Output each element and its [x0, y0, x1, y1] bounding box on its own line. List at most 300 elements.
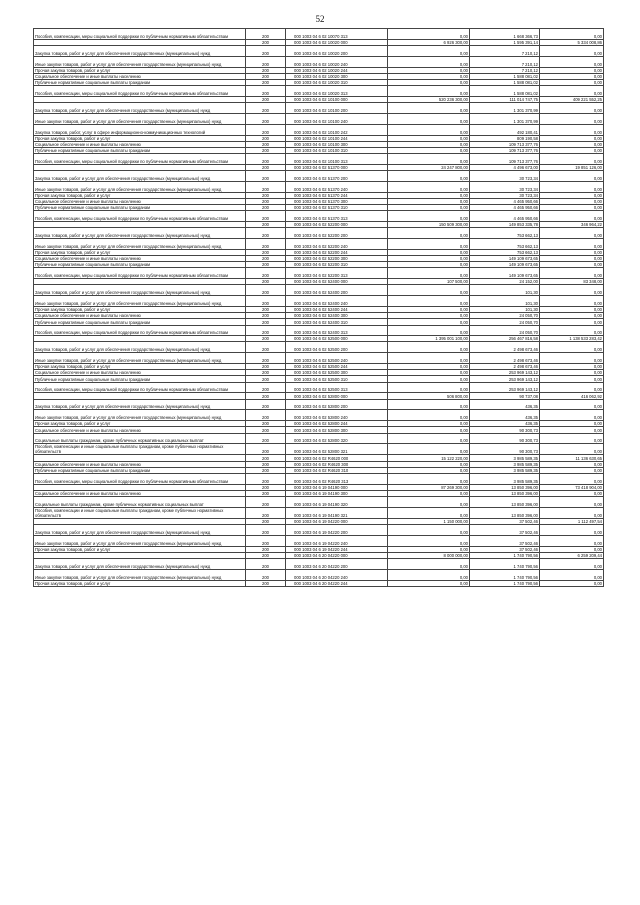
- row-approved-amount-cell: 0,00: [388, 124, 470, 135]
- row-code-cell: 200: [246, 228, 286, 239]
- row-executed-amount-cell: 111 014 747,75: [470, 96, 540, 102]
- row-unexecuted-amount-cell: 0,00: [540, 569, 604, 580]
- row-name-cell: Публичные нормативные социальные выплаты гражданам: [34, 319, 246, 325]
- row-unexecuted-amount-cell: 0,00: [540, 580, 604, 586]
- row-name-cell: Пособия, компенсации, меры социальной поддержки по публичным нормативным обязательствам: [34, 154, 246, 165]
- row-classification-code-cell: 000 1003 04 6 02 10100 200: [286, 103, 388, 114]
- table-row: [34, 461, 604, 467]
- row-executed-amount-cell: 256 467 816,58: [470, 336, 540, 342]
- row-code-cell: 200: [246, 164, 286, 170]
- row-unexecuted-amount-cell: 409 221 552,25: [540, 96, 604, 102]
- row-code-cell: 200: [246, 467, 286, 473]
- row-approved-amount-cell: 0,00: [388, 45, 470, 56]
- row-name-cell: Закупка товаров, работ и услуг для обеспечения государственных (муниципальных) нужд: [34, 103, 246, 114]
- row-code-cell: 200: [246, 421, 286, 427]
- table-row: [34, 29, 604, 40]
- row-classification-code-cell: 000 1003 04 6 02 10020 300: [286, 73, 388, 79]
- row-unexecuted-amount-cell: 0,00: [540, 262, 604, 268]
- row-classification-code-cell: 000 1003 04 6 02 R4620 300: [286, 461, 388, 467]
- row-classification-code-cell: 000 1003 04 6 02 R4620 000: [286, 455, 388, 461]
- row-unexecuted-amount-cell: 0,00: [540, 319, 604, 325]
- row-classification-code-cell: 000 1003 04 6 19 04220 200: [286, 525, 388, 536]
- row-approved-amount-cell: 0,00: [388, 473, 470, 484]
- row-unexecuted-amount-cell: 0,00: [540, 353, 604, 364]
- row-executed-amount-cell: 24 050,70: [470, 319, 540, 325]
- row-unexecuted-amount-cell: 0,00: [540, 198, 604, 204]
- row-approved-amount-cell: 0,00: [388, 285, 470, 296]
- row-name-cell: Социальное обеспечение и иные выплаты населению: [34, 370, 246, 376]
- table-row: [34, 239, 604, 250]
- row-name-cell: Закупка товаров, работ и услуг для обеспечения государственных (муниципальных) нужд: [34, 559, 246, 570]
- row-name-cell: Иные закупки товаров, работ и услуг для обеспечения государственных (муниципальных) нужд: [34, 181, 246, 192]
- row-unexecuted-amount-cell: 416 062,92: [540, 393, 604, 399]
- table-row: [34, 255, 604, 261]
- table-row: [34, 171, 604, 182]
- row-code-cell: 200: [246, 546, 286, 552]
- row-unexecuted-amount-cell: 0,00: [540, 497, 604, 508]
- row-name-cell: Закупка товаров, работ и услуг для обеспечения государственных (муниципальных) нужд: [34, 228, 246, 239]
- row-name-cell: Иные закупки товаров, работ и услуг для обеспечения государственных (муниципальных) нужд: [34, 569, 246, 580]
- row-code-cell: 200: [246, 103, 286, 114]
- row-approved-amount-cell: 0,00: [388, 192, 470, 198]
- row-executed-amount-cell: 149 853 335,78: [470, 222, 540, 228]
- row-approved-amount-cell: 0,00: [388, 79, 470, 85]
- row-approved-amount-cell: 0,00: [388, 73, 470, 79]
- row-executed-amount-cell: 37 502,46: [470, 518, 540, 524]
- row-unexecuted-amount-cell: 0,00: [540, 364, 604, 370]
- table-row: [34, 147, 604, 153]
- row-executed-amount-cell: 101,30: [470, 306, 540, 312]
- row-name-cell: Пособия, компенсации, меры социальной поддержки по публичным нормативным обязательствам: [34, 325, 246, 336]
- row-code-cell: 200: [246, 399, 286, 410]
- row-executed-amount-cell: 1 740 790,56: [470, 569, 540, 580]
- row-executed-amount-cell: 13 850 396,00: [470, 484, 540, 490]
- row-executed-amount-cell: 436,35: [470, 399, 540, 410]
- table-row: [34, 205, 604, 211]
- row-unexecuted-amount-cell: 0,00: [540, 535, 604, 546]
- row-code-cell: 200: [246, 45, 286, 56]
- row-executed-amount-cell: 1 740 790,56: [470, 552, 540, 558]
- row-approved-amount-cell: 0,00: [388, 399, 470, 410]
- row-name-cell: Закупка товаров, работ и услуг для обеспечения государственных (муниципальных) нужд: [34, 171, 246, 182]
- row-executed-amount-cell: 1 301 370,99: [470, 103, 540, 114]
- row-code-cell: 200: [246, 296, 286, 307]
- row-executed-amount-cell: 1 740 790,56: [470, 580, 540, 586]
- row-classification-code-cell: 000 1003 04 6 02 52400 300: [286, 313, 388, 319]
- row-executed-amount-cell: 30 723,34: [470, 192, 540, 198]
- row-name-cell: Публичные нормативные социальные выплаты гражданам: [34, 467, 246, 473]
- row-classification-code-cell: 000 1003 04 6 02 52800 300: [286, 427, 388, 433]
- row-code-cell: 200: [246, 96, 286, 102]
- row-approved-amount-cell: 0,00: [388, 198, 470, 204]
- row-unexecuted-amount-cell: 0,00: [540, 285, 604, 296]
- row-name-cell: Прочая закупка товаров, работ и услуг: [34, 192, 246, 198]
- row-approved-amount-cell: 0,00: [388, 507, 470, 518]
- table-row: [34, 154, 604, 165]
- row-approved-amount-cell: 0,00: [388, 444, 470, 455]
- row-approved-amount-cell: 0,00: [388, 433, 470, 444]
- row-unexecuted-amount-cell: 0,00: [540, 171, 604, 182]
- row-classification-code-cell: 000 1003 04 6 02 10020 310: [286, 79, 388, 85]
- table-row: [34, 370, 604, 376]
- row-code-cell: 200: [246, 306, 286, 312]
- row-approved-amount-cell: 0,00: [388, 559, 470, 570]
- row-name-cell: Пособия, компенсации, меры социальной поддержки по публичным нормативным обязательствам: [34, 211, 246, 222]
- row-name-cell: Социальные выплаты гражданам, кроме публичных нормативных социальных выплат: [34, 497, 246, 508]
- row-name-cell: Прочая закупка товаров, работ и услуг: [34, 135, 246, 141]
- row-name-cell: Публичные нормативные социальные выплаты гражданам: [34, 205, 246, 211]
- row-classification-code-cell: 000 1003 04 6 02 10020 313: [286, 86, 388, 97]
- row-unexecuted-amount-cell: 0,00: [540, 141, 604, 147]
- row-classification-code-cell: 000 1003 04 6 02 52800 000: [286, 393, 388, 399]
- row-executed-amount-cell: 753 662,13: [470, 249, 540, 255]
- row-classification-code-cell: 000 1003 04 6 02 52800 240: [286, 410, 388, 421]
- row-code-cell: 200: [246, 262, 286, 268]
- row-code-cell: 200: [246, 319, 286, 325]
- row-unexecuted-amount-cell: 0,00: [540, 211, 604, 222]
- table-row: [34, 342, 604, 353]
- row-approved-amount-cell: 0,00: [388, 255, 470, 261]
- row-classification-code-cell: 000 1003 04 6 02 52400 200: [286, 285, 388, 296]
- row-code-cell: 200: [246, 285, 286, 296]
- row-name-cell: Закупка товаров, работ и услуг для обеспечения государственных (муниципальных) нужд: [34, 342, 246, 353]
- row-executed-amount-cell: 13 850 396,00: [470, 507, 540, 518]
- row-unexecuted-amount-cell: 0,00: [540, 427, 604, 433]
- row-executed-amount-cell: 24 152,00: [470, 279, 540, 285]
- row-classification-code-cell: 000 1003 04 6 02 10070 313: [286, 29, 388, 40]
- row-executed-amount-cell: 4 496 673,00: [470, 164, 540, 170]
- row-executed-amount-cell: 3 985 589,35: [470, 455, 540, 461]
- row-unexecuted-amount-cell: 1 112 497,54: [540, 518, 604, 524]
- row-unexecuted-amount-cell: 0,00: [540, 473, 604, 484]
- row-unexecuted-amount-cell: 0,00: [540, 433, 604, 444]
- budget-execution-table: [33, 28, 604, 587]
- row-classification-code-cell: 000 1003 04 6 02 51370 244: [286, 192, 388, 198]
- row-name-cell: Социальное обеспечение и иные выплаты населению: [34, 198, 246, 204]
- row-unexecuted-amount-cell: 83 348,00: [540, 279, 604, 285]
- row-unexecuted-amount-cell: 0,00: [540, 103, 604, 114]
- table-row: [34, 473, 604, 484]
- row-executed-amount-cell: 436,35: [470, 410, 540, 421]
- row-unexecuted-amount-cell: 0,00: [540, 73, 604, 79]
- row-code-cell: 200: [246, 461, 286, 467]
- row-executed-amount-cell: 90 300,73: [470, 433, 540, 444]
- row-unexecuted-amount-cell: 0,00: [540, 79, 604, 85]
- row-approved-amount-cell: 0,00: [388, 306, 470, 312]
- row-executed-amount-cell: 3 985 589,35: [470, 461, 540, 467]
- row-unexecuted-amount-cell: 11 136 630,65: [540, 455, 604, 461]
- row-executed-amount-cell: 37 502,46: [470, 535, 540, 546]
- table-row: [34, 124, 604, 135]
- row-approved-amount-cell: 0,00: [388, 535, 470, 546]
- row-name-cell: Прочая закупка товаров, работ и услуг: [34, 67, 246, 73]
- row-executed-amount-cell: 90 300,73: [470, 427, 540, 433]
- row-name-cell: Пособия, компенсации, меры социальной поддержки по публичным нормативным обязательствам: [34, 86, 246, 97]
- table-row: [34, 211, 604, 222]
- row-name-cell: Иные закупки товаров, работ и услуг для обеспечения государственных (муниципальных) нужд: [34, 535, 246, 546]
- row-unexecuted-amount-cell: 0,00: [540, 228, 604, 239]
- row-executed-amount-cell: 1 595 391,14: [470, 39, 540, 45]
- row-unexecuted-amount-cell: 0,00: [540, 325, 604, 336]
- row-classification-code-cell: 000 1003 04 6 19 04220 244: [286, 546, 388, 552]
- row-approved-amount-cell: 0,00: [388, 205, 470, 211]
- page-number: 52: [315, 14, 325, 24]
- table-row: [34, 73, 604, 79]
- row-unexecuted-amount-cell: 346 964,22: [540, 222, 604, 228]
- row-approved-amount-cell: 520 236 300,00: [388, 96, 470, 102]
- row-classification-code-cell: 000 1003 04 6 19 04190 320: [286, 497, 388, 508]
- row-classification-code-cell: 000 1003 04 6 02 51370 313: [286, 211, 388, 222]
- row-approved-amount-cell: 107 500,00: [388, 279, 470, 285]
- row-executed-amount-cell: 24 050,70: [470, 325, 540, 336]
- row-unexecuted-amount-cell: 6 259 209,44: [540, 552, 604, 558]
- row-classification-code-cell: 000 1003 04 6 19 04190 321: [286, 507, 388, 518]
- row-code-cell: 200: [246, 86, 286, 97]
- row-approved-amount-cell: 0,00: [388, 239, 470, 250]
- row-unexecuted-amount-cell: 0,00: [540, 67, 604, 73]
- row-name-cell: Публичные нормативные социальные выплаты гражданам: [34, 376, 246, 382]
- row-approved-amount-cell: 0,00: [388, 141, 470, 147]
- row-unexecuted-amount-cell: 0,00: [540, 154, 604, 165]
- row-name-cell: Прочая закупка товаров, работ и услуг: [34, 421, 246, 427]
- row-code-cell: 200: [246, 222, 286, 228]
- row-name-cell: Закупка товаров, работ и услуг для обеспечения государственных (муниципальных) нужд: [34, 525, 246, 536]
- row-approved-amount-cell: 0,00: [388, 181, 470, 192]
- row-approved-amount-cell: 0,00: [388, 569, 470, 580]
- row-classification-code-cell: 000 1003 04 6 02 51370 300: [286, 198, 388, 204]
- row-unexecuted-amount-cell: 5 334 008,86: [540, 39, 604, 45]
- row-name-cell: Иные закупки товаров, работ и услуг для обеспечения государственных (муниципальных) нужд: [34, 113, 246, 124]
- table-row: [34, 569, 604, 580]
- row-name-cell: Закупка товаров, работ и услуг для обеспечения государственных (муниципальных) нужд: [34, 399, 246, 410]
- row-approved-amount-cell: 0,00: [388, 313, 470, 319]
- row-approved-amount-cell: 0,00: [388, 580, 470, 586]
- row-approved-amount-cell: 150 509 300,00: [388, 222, 470, 228]
- row-classification-code-cell: 000 1003 04 6 02 52500 240: [286, 353, 388, 364]
- row-name-cell: Пособия, компенсации, меры социальной поддержки по публичным нормативным обязательствам: [34, 473, 246, 484]
- row-executed-amount-cell: 1 301 370,99: [470, 113, 540, 124]
- row-code-cell: 200: [246, 336, 286, 342]
- table-row: [34, 525, 604, 536]
- row-executed-amount-cell: 101,30: [470, 296, 540, 307]
- row-executed-amount-cell: 4 465 950,66: [470, 198, 540, 204]
- row-executed-amount-cell: 2 498 673,46: [470, 342, 540, 353]
- row-name-cell: Пособия, компенсации и иные социальные выплаты гражданам, кроме публичных нормативных обязательств: [34, 444, 246, 455]
- row-code-cell: 200: [246, 525, 286, 536]
- row-code-cell: 200: [246, 113, 286, 124]
- row-approved-amount-cell: 0,00: [388, 376, 470, 382]
- row-name-cell: Иные закупки товаров, работ и услуг для обеспечения государственных (муниципальных) нужд: [34, 410, 246, 421]
- row-classification-code-cell: 000 1003 04 6 02 52500 244: [286, 364, 388, 370]
- row-executed-amount-cell: 1 588 081,02: [470, 73, 540, 79]
- row-name-cell: Социальное обеспечение и иные выплаты населению: [34, 461, 246, 467]
- row-executed-amount-cell: 1 588 081,02: [470, 86, 540, 97]
- row-classification-code-cell: 000 1003 04 6 19 04220 240: [286, 535, 388, 546]
- row-executed-amount-cell: 90 737,08: [470, 393, 540, 399]
- row-code-cell: 200: [246, 364, 286, 370]
- row-code-cell: 200: [246, 211, 286, 222]
- row-unexecuted-amount-cell: 0,00: [540, 490, 604, 496]
- row-classification-code-cell: 000 1003 04 6 02 51370 200: [286, 171, 388, 182]
- row-classification-code-cell: 000 1003 04 6 02 52400 310: [286, 319, 388, 325]
- row-classification-code-cell: 000 1003 04 6 02 52500 300: [286, 370, 388, 376]
- row-classification-code-cell: 000 1003 04 6 02 10100 244: [286, 135, 388, 141]
- row-classification-code-cell: 000 1003 04 6 02 10020 200: [286, 45, 388, 56]
- row-code-cell: 200: [246, 249, 286, 255]
- row-name-cell: Социальные выплаты гражданам, кроме публичных нормативных социальных выплат: [34, 433, 246, 444]
- row-executed-amount-cell: 2 498 673,46: [470, 353, 540, 364]
- row-executed-amount-cell: 3 985 589,35: [470, 473, 540, 484]
- row-approved-amount-cell: 0,00: [388, 467, 470, 473]
- row-executed-amount-cell: 809 190,58: [470, 135, 540, 141]
- row-classification-code-cell: 000 1003 04 6 02 10100 242: [286, 124, 388, 135]
- row-approved-amount-cell: 6 926 300,00: [388, 39, 470, 45]
- row-code-cell: 200: [246, 268, 286, 279]
- row-classification-code-cell: 000 1003 04 6 02 52200 310: [286, 262, 388, 268]
- row-unexecuted-amount-cell: 0,00: [540, 29, 604, 40]
- row-code-cell: 200: [246, 427, 286, 433]
- row-approved-amount-cell: 0,00: [388, 546, 470, 552]
- row-code-cell: 200: [246, 507, 286, 518]
- row-classification-code-cell: 000 1003 04 6 02 52400 240: [286, 296, 388, 307]
- row-code-cell: 200: [246, 313, 286, 319]
- row-classification-code-cell: 000 1003 04 6 02 10100 240: [286, 113, 388, 124]
- row-approved-amount-cell: 0,00: [388, 382, 470, 393]
- row-executed-amount-cell: 253 969 143,12: [470, 376, 540, 382]
- row-approved-amount-cell: 0,00: [388, 461, 470, 467]
- table-row: [34, 228, 604, 239]
- row-code-cell: 200: [246, 376, 286, 382]
- row-classification-code-cell: 000 1003 04 6 02 51370 310: [286, 205, 388, 211]
- row-approved-amount-cell: 1 150 000,00: [388, 518, 470, 524]
- row-code-cell: 200: [246, 147, 286, 153]
- row-unexecuted-amount-cell: 0,00: [540, 546, 604, 552]
- row-code-cell: 200: [246, 141, 286, 147]
- row-approved-amount-cell: 0,00: [388, 497, 470, 508]
- row-executed-amount-cell: 436,35: [470, 421, 540, 427]
- row-unexecuted-amount-cell: 1 138 533 283,42: [540, 336, 604, 342]
- row-name-cell: Прочая закупка товаров, работ и услуг: [34, 306, 246, 312]
- row-approved-amount-cell: 0,00: [388, 147, 470, 153]
- row-executed-amount-cell: 253 969 143,12: [470, 370, 540, 376]
- row-code-cell: 200: [246, 255, 286, 261]
- row-executed-amount-cell: 753 662,13: [470, 228, 540, 239]
- row-classification-code-cell: 000 1003 04 6 02 52800 321: [286, 444, 388, 455]
- row-unexecuted-amount-cell: 0,00: [540, 370, 604, 376]
- row-executed-amount-cell: 149 109 673,65: [470, 262, 540, 268]
- row-code-cell: 200: [246, 410, 286, 421]
- row-unexecuted-amount-cell: 0,00: [540, 461, 604, 467]
- row-executed-amount-cell: 7 210,12: [470, 45, 540, 56]
- table-row: [34, 198, 604, 204]
- table-row: [34, 382, 604, 393]
- row-unexecuted-amount-cell: 0,00: [540, 421, 604, 427]
- row-classification-code-cell: 000 1003 04 6 20 04220 240: [286, 569, 388, 580]
- row-executed-amount-cell: 492 180,41: [470, 124, 540, 135]
- row-unexecuted-amount-cell: 73 418 904,00: [540, 484, 604, 490]
- row-approved-amount-cell: 0,00: [388, 410, 470, 421]
- row-executed-amount-cell: 149 109 673,65: [470, 255, 540, 261]
- table-row: [34, 467, 604, 473]
- row-classification-code-cell: 000 1003 04 6 02 52200 300: [286, 255, 388, 261]
- row-classification-code-cell: 000 1003 04 6 02 52200 000: [286, 222, 388, 228]
- row-name-cell: Иные закупки товаров, работ и услуг для обеспечения государственных (муниципальных) нужд: [34, 296, 246, 307]
- row-code-cell: 200: [246, 198, 286, 204]
- row-unexecuted-amount-cell: 0,00: [540, 45, 604, 56]
- row-approved-amount-cell: 0,00: [388, 342, 470, 353]
- row-executed-amount-cell: 1 588 081,02: [470, 79, 540, 85]
- row-name-cell: Пособия, компенсации, меры социальной поддержки по публичным нормативным обязательствам: [34, 268, 246, 279]
- row-code-cell: 200: [246, 497, 286, 508]
- row-code-cell: 200: [246, 490, 286, 496]
- table-row: [34, 325, 604, 336]
- row-approved-amount-cell: 0,00: [388, 525, 470, 536]
- row-unexecuted-amount-cell: 0,00: [540, 124, 604, 135]
- row-approved-amount-cell: 0,00: [388, 211, 470, 222]
- row-executed-amount-cell: 1 668 366,73: [470, 29, 540, 40]
- row-code-cell: 200: [246, 181, 286, 192]
- row-approved-amount-cell: 87 269 300,00: [388, 484, 470, 490]
- table-row: [34, 285, 604, 296]
- row-executed-amount-cell: 109 713 377,76: [470, 147, 540, 153]
- row-unexecuted-amount-cell: 19 851 126,00: [540, 164, 604, 170]
- table-row: [34, 490, 604, 496]
- row-classification-code-cell: 000 1003 04 6 02 52200 244: [286, 249, 388, 255]
- row-name-cell: Пособия, компенсации и иные социальные выплаты гражданам, кроме публичных нормативных обязательств: [34, 507, 246, 518]
- table-row: [34, 559, 604, 570]
- row-classification-code-cell: 000 1003 04 6 02 52400 313: [286, 325, 388, 336]
- row-name-cell: Социальное обеспечение и иные выплаты населению: [34, 255, 246, 261]
- row-classification-code-cell: 000 1003 04 6 02 10020 240: [286, 56, 388, 67]
- row-code-cell: 200: [246, 353, 286, 364]
- row-classification-code-cell: 000 1003 04 6 02 10100 313: [286, 154, 388, 165]
- row-approved-amount-cell: 1 395 001 100,00: [388, 336, 470, 342]
- row-code-cell: 200: [246, 154, 286, 165]
- table-row: [34, 296, 604, 307]
- row-approved-amount-cell: 24 247 800,00: [388, 164, 470, 170]
- row-classification-code-cell: 000 1003 04 6 02 52500 200: [286, 342, 388, 353]
- row-approved-amount-cell: 0,00: [388, 67, 470, 73]
- row-code-cell: 200: [246, 535, 286, 546]
- table-row: [34, 262, 604, 268]
- row-classification-code-cell: 000 1003 04 6 02 R4620 310: [286, 467, 388, 473]
- row-classification-code-cell: 000 1003 04 6 20 04220 200: [286, 559, 388, 570]
- row-code-cell: 200: [246, 39, 286, 45]
- row-unexecuted-amount-cell: 0,00: [540, 268, 604, 279]
- row-unexecuted-amount-cell: 0,00: [540, 306, 604, 312]
- row-unexecuted-amount-cell: 0,00: [540, 192, 604, 198]
- table-row: [34, 580, 604, 586]
- row-approved-amount-cell: 15 122 220,00: [388, 455, 470, 461]
- row-approved-amount-cell: 0,00: [388, 268, 470, 279]
- row-classification-code-cell: 000 1003 04 6 02 52500 313: [286, 382, 388, 393]
- row-executed-amount-cell: 3 985 589,35: [470, 467, 540, 473]
- row-code-cell: 200: [246, 569, 286, 580]
- row-approved-amount-cell: 0,00: [388, 135, 470, 141]
- row-code-cell: 200: [246, 580, 286, 586]
- row-executed-amount-cell: 7 210,12: [470, 67, 540, 73]
- row-code-cell: 200: [246, 393, 286, 399]
- row-classification-code-cell: 000 1003 04 6 02 10020 244: [286, 67, 388, 73]
- row-code-cell: 200: [246, 342, 286, 353]
- row-approved-amount-cell: 0,00: [388, 86, 470, 97]
- row-unexecuted-amount-cell: 0,00: [540, 113, 604, 124]
- table-row: [34, 181, 604, 192]
- row-code-cell: 200: [246, 205, 286, 211]
- row-executed-amount-cell: 30 723,34: [470, 181, 540, 192]
- row-unexecuted-amount-cell: 0,00: [540, 147, 604, 153]
- row-code-cell: 200: [246, 433, 286, 444]
